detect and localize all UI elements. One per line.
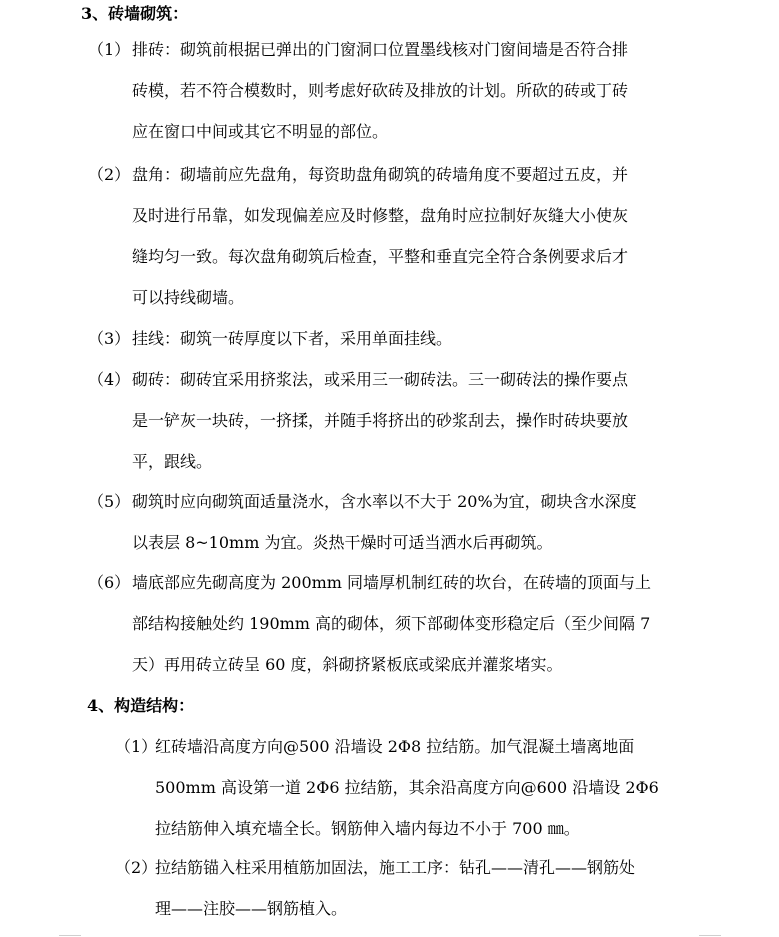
item-text-line: 盘角：砌墙前应先盘角，每资助盘角砌筑的砖墙角度不要超过五皮，并 xyxy=(132,165,629,184)
item-text-line: 砌砖：砌砖宜采用挤浆法，或采用三一砌砖法。三一砌砖法的操作要点 xyxy=(132,370,629,389)
item-text-line: 理——注胶——钢筋植入。 xyxy=(155,899,348,918)
item-number: （6） xyxy=(88,573,131,592)
item-text-line: 挂线：砌筑一砖厚度以下者，采用单面挂线。 xyxy=(132,329,453,348)
item-text-line: 可以持线砌墙。 xyxy=(132,288,245,307)
item-text-line: 排砖：砌筑前根据已弹出的门窗洞口位置墨线核对门窗间墙是否符合排 xyxy=(132,40,629,59)
item-text-line: 500mm 高设第一道 2Φ6 拉结筋，其余沿高度方向@600 沿墙设 2Φ6 xyxy=(155,778,659,797)
item-text-line: 及时进行吊靠，如发现偏差应及时修整，盘角时应拉制好灰缝大小使灰 xyxy=(132,206,629,225)
item-text-line: 拉结筋锚入柱采用植筋加固法，施工工序：钻孔——清孔——钢筋处 xyxy=(155,858,636,877)
item-text-line: 砖模，若不符合模数时，则考虑好砍砖及排放的计划。所砍的砖或丁砖 xyxy=(132,81,629,100)
item-text-line: 应在窗口中间或其它不明显的部位。 xyxy=(132,122,389,141)
item-number: （2） xyxy=(88,165,131,184)
item-text-line: 部结构接触处约 190mm 高的砌体，须下部砌体变形稳定后（至少间隔 7 xyxy=(132,614,651,633)
item-number: （2） xyxy=(115,858,158,877)
item-number: （1） xyxy=(88,40,131,59)
item-text-line: 砌筑时应向砌筑面适量浇水，含水率以不大于 20%为宜，砌块含水深度 xyxy=(132,492,637,511)
section-heading-brick-masonry: 3、砖墙砌筑： xyxy=(81,4,189,23)
item-text-line: 拉结筋伸入填充墙全长。钢筋伸入墙内每边不小于 700 ㎜。 xyxy=(155,819,580,838)
item-text-line: 是一铲灰一块砖，一挤揉，并随手将挤出的砂浆刮去，操作时砖块要放 xyxy=(132,411,629,430)
page-corner-mark-right xyxy=(699,935,721,936)
item-number: （4） xyxy=(88,370,131,389)
item-text-line: 以表层 8~10mm 为宜。炎热干燥时可适当洒水后再砌筑。 xyxy=(132,533,553,552)
item-number: （3） xyxy=(88,329,131,348)
item-number: （5） xyxy=(88,492,131,511)
section-heading-structural-tie: 4、构造结构： xyxy=(87,696,195,715)
item-text-line: 红砖墙沿高度方向@500 沿墙设 2Φ8 拉结筋。加气混凝土墙离地面 xyxy=(155,737,635,756)
item-text-line: 缝均匀一致。每次盘角砌筑后检查，平整和垂直完全符合条例要求后才 xyxy=(132,247,629,266)
item-text-line: 墙底部应先砌高度为 200mm 同墙厚机制红砖的坎台，在砖墙的顶面与上 xyxy=(132,573,652,592)
item-text-line: 平，跟线。 xyxy=(132,452,213,471)
page-corner-mark-left xyxy=(59,935,81,936)
item-text-line: 天）再用砖立砖呈 60 度，斜砌挤紧板底或梁底并灌浆堵实。 xyxy=(132,655,563,674)
item-number: （1） xyxy=(115,737,158,756)
